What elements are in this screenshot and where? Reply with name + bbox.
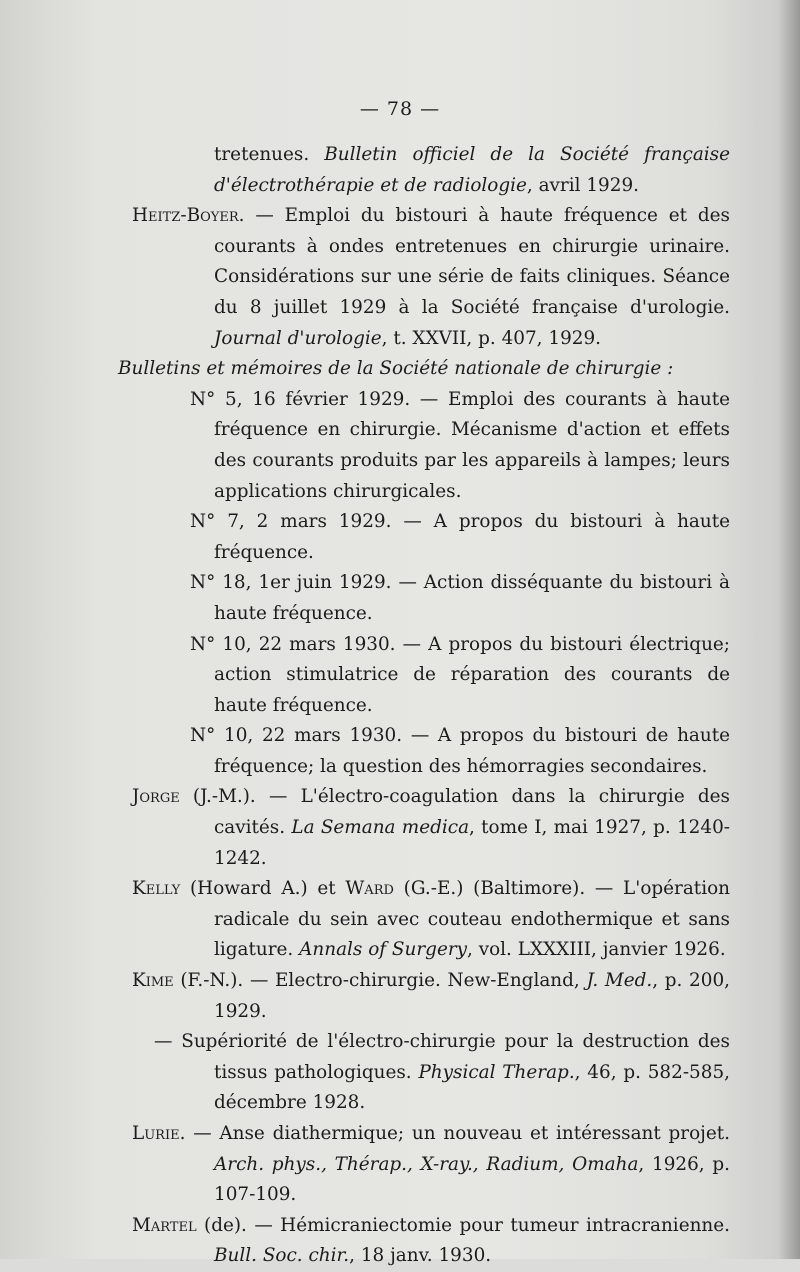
author-name: Heitz-Boyer xyxy=(132,205,239,227)
author-name: Kelly xyxy=(132,878,181,900)
bib-entry-continuation: tretenues. Bulletin officiel de la Société française d'électrothérapie et de radiologie, avril 1929. xyxy=(214,144,731,196)
section-heading: Bulletins et mémoires de la Société nationale de chirurgie : xyxy=(118,358,674,380)
author-name: Jorge xyxy=(132,786,180,808)
author-name: Kime xyxy=(132,970,174,992)
sub-entry: N° 10, 22 mars 1930. — A propos du bistouri électrique; action stimulatrice de réparation des courants de haute fréquence. xyxy=(190,633,730,716)
bib-entry: Kelly (Howard A.) et Ward (G.-E.) (Baltimore). — L'opération radicale du sein avec couteau endothermique et sans ligature. Annals of Surgery, vol. LXXXIII, janvier 1926. xyxy=(132,878,730,961)
bib-entry: Heitz-Boyer. — Emploi du bistouri à haute fréquence et des courants à ondes entretenues en chirurgie urinaire. Considérations sur une série de faits cliniques. Séance du 8 juillet 1929 à la Société française d'urologie. Journal d'urologie, t. XXVII, p. 407, 1929. xyxy=(132,205,730,349)
page-number: — 78 — xyxy=(359,98,441,120)
sub-entry: N° 5, 16 février 1929. — Emploi des courants à haute fréquence en chirurgie. Mécanisme d'action et effets des courants produits par les appareils à lampes; leurs applications chirurgicales. xyxy=(190,388,730,502)
bib-entry: Kime (F.-N.). — Electro-chirurgie. New-England, J. Med., p. 200, 1929. xyxy=(132,970,730,1022)
bibliography-text xyxy=(118,140,730,1272)
bib-entry: Jorge (J.-M.). — L'électro-coagulation dans la chirurgie des cavités. La Semana medica, tome I, mai 1927, p. 1240-1242. xyxy=(132,786,730,869)
bib-entry: Martel (de). — Hémicraniectomie pour tumeur intracranienne. Bull. Soc. chir., 18 janv. 1930. xyxy=(132,1214,730,1267)
page-edge-shadow xyxy=(778,0,800,1259)
author-name: Lurie xyxy=(132,1123,180,1144)
sub-entry: N° 10, 22 mars 1930. — A propos du bistouri de haute fréquence; la question des hémorragies secondaires. xyxy=(190,725,730,777)
author-name: Martel xyxy=(132,1214,197,1236)
sub-entry: N° 7, 2 mars 1929. — A propos du bistouri à haute fréquence. xyxy=(190,511,730,563)
author-name: Ward xyxy=(345,878,394,900)
bib-entry-same-author: — Supériorité de l'électro-chirurgie pour la destruction des tissus pathologiques. Physical Therap., 46, p. 582-585, décembre 1928. xyxy=(154,1031,730,1114)
sub-entry: N° 18, 1er juin 1929. — Action disséquante du bistouri à haute fréquence. xyxy=(190,572,730,624)
bib-entry: Lurie. — Anse diathermique; un nouveau et intéressant projet. Arch. phys., Thérap., X-ray., Radium, Omaha, 1926, p. 107-109. xyxy=(132,1123,730,1206)
